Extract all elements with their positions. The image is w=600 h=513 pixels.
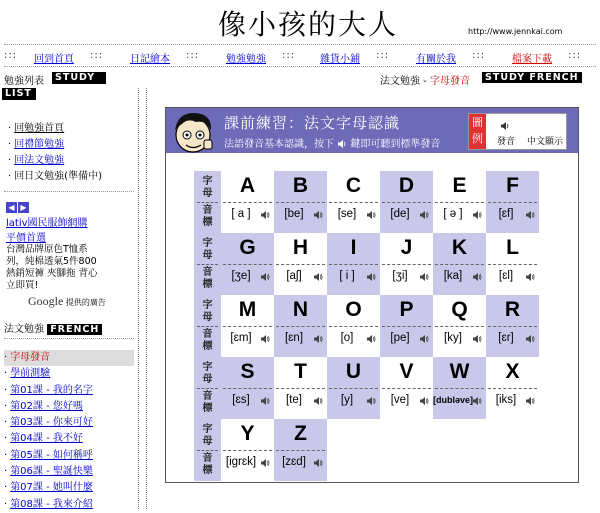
breadcrumb-current: 字母發音: [429, 76, 470, 87]
letter: V: [399, 360, 414, 383]
divider: [223, 202, 272, 203]
letter-cell[interactable]: [380, 295, 433, 357]
divider: [488, 326, 537, 327]
divider: [382, 264, 431, 265]
lesson-banner: [166, 108, 578, 153]
lesson-item[interactable]: [4, 431, 134, 447]
row-label-letter: 字母: [202, 300, 213, 323]
letter-cell[interactable]: [221, 419, 274, 481]
divider: [382, 202, 431, 203]
speaker-icon[interactable]: [525, 272, 535, 282]
letter: N: [292, 298, 309, 321]
top-nav: [0, 50, 600, 64]
letter: C: [345, 174, 362, 197]
letter-cell[interactable]: [274, 295, 327, 357]
lesson-item-text[interactable]: 第07課 - 她叫什麼: [10, 482, 93, 494]
link-japanese: [8, 169, 102, 185]
letter-cell[interactable]: [327, 357, 380, 419]
letter-cell[interactable]: [274, 171, 327, 233]
letter: O: [345, 298, 362, 321]
divider: [4, 44, 596, 45]
nav-separator: :::: [90, 50, 104, 61]
ad-body: 台灣品牌原色T恤系列，純棉透氣5件800熱銷短褲 夾腳拖 背心立即買!: [6, 244, 98, 291]
phonetic: [ɛf]: [498, 208, 514, 220]
study-list-tag-text: STUDY LIST: [55, 72, 96, 94]
lesson-title: 課前練習：法文字母認識: [224, 114, 401, 132]
letter: T: [294, 360, 307, 383]
ad-subtitle[interactable]: 平價首選: [6, 233, 46, 244]
google-logo: Google: [28, 294, 64, 308]
site-header: [0, 0, 600, 42]
lesson-item[interactable]: [4, 448, 134, 464]
divider: [276, 202, 325, 203]
letter-cell[interactable]: [380, 357, 433, 419]
phonetic: [ʒe]: [231, 270, 251, 282]
divider: [329, 264, 378, 265]
lesson-subtitle-b: 鍵即可聽到標準發音: [350, 139, 441, 150]
letter: B: [292, 174, 309, 197]
study-list-label: 勉強列表: [4, 76, 44, 87]
legend-box: [468, 113, 567, 150]
row-label-letter: 字母: [202, 238, 213, 261]
letter-cell[interactable]: [327, 295, 380, 357]
lesson-item-text[interactable]: 字母發音: [10, 352, 51, 363]
nav-home[interactable]: 回到首頁: [34, 54, 74, 65]
nav-separator: :::: [472, 50, 486, 61]
phonetic: [be]: [284, 208, 304, 220]
letter: H: [292, 236, 309, 259]
lesson-subtitle: [224, 135, 440, 150]
divider: [435, 202, 484, 203]
letter-cell[interactable]: [486, 233, 539, 295]
phonetic: [ʒi]: [392, 270, 408, 282]
phonetic: [ɛn]: [284, 332, 304, 344]
ad-block: [6, 202, 134, 309]
letter-cell[interactable]: [433, 171, 486, 233]
nav-separator: :::: [568, 50, 582, 61]
divider: [435, 326, 484, 327]
letter-cell[interactable]: [380, 233, 433, 295]
letter: G: [239, 236, 256, 259]
divider: [197, 326, 218, 327]
study-list-tag: [52, 72, 106, 94]
french-section-label: [4, 320, 102, 335]
divider: [276, 264, 325, 265]
letter-cell[interactable]: [274, 419, 327, 481]
ad-provider-text: 提供的廣告: [65, 298, 106, 307]
nav-download[interactable]: 檔案下載: [512, 54, 552, 65]
lesson-item[interactable]: [4, 383, 134, 399]
letter-cell[interactable]: [433, 233, 486, 295]
nav-separator: :::: [376, 50, 390, 61]
letter: Q: [451, 298, 468, 321]
site-title: 像小孩的大人: [218, 8, 399, 41]
letter: U: [345, 360, 362, 383]
legend-speaker-icon: [500, 121, 510, 131]
link-etiquette[interactable]: [8, 137, 102, 153]
row-label: [194, 233, 221, 295]
speaker-icon[interactable]: [313, 334, 323, 344]
speaker-icon[interactable]: [260, 334, 270, 344]
legend-tag: 圖例: [469, 114, 486, 149]
lesson-item-text[interactable]: 第06課 - 聖誕快樂: [10, 466, 93, 478]
phonetic: [ɛm]: [230, 332, 252, 344]
lesson-panel: [165, 107, 579, 483]
link-study-home-text[interactable]: 回勉強首頁: [14, 123, 65, 134]
speaker-icon[interactable]: [472, 396, 482, 406]
divider: [329, 326, 378, 327]
letter: A: [239, 174, 256, 197]
letter: E: [452, 174, 467, 197]
link-japanese-text: 回日文勉強(準備中): [14, 171, 102, 182]
letter-cell[interactable]: [221, 295, 274, 357]
divider: [197, 202, 218, 203]
cartoon-face-icon: [170, 110, 216, 154]
site-url: http://www.jennkai.com: [468, 27, 563, 36]
nav-shop[interactable]: 雜貨小鋪: [320, 54, 360, 65]
french-section-label-text: 法文勉強: [4, 324, 44, 335]
breadcrumb: [380, 72, 470, 87]
legend-speak-label: 發音: [497, 137, 516, 147]
phonetic: [dubləve]: [433, 395, 474, 405]
lesson-subtitle-a: 法語發音基本認識，按下: [224, 139, 334, 150]
row-label-phonetic: 音標: [202, 205, 213, 228]
row-label: [194, 357, 221, 419]
lesson-item[interactable]: [4, 366, 134, 382]
nav-separator: :::: [282, 50, 296, 61]
lesson-item-text[interactable]: 學前測驗: [10, 368, 51, 380]
speaker-icon[interactable]: [366, 272, 376, 282]
letter: J: [400, 236, 413, 259]
letter: Y: [240, 422, 255, 445]
speaker-icon[interactable]: [260, 272, 270, 282]
phonetic: [se]: [337, 208, 357, 220]
letter-cell[interactable]: [221, 233, 274, 295]
row-label: [194, 295, 221, 357]
speaker-icon[interactable]: [366, 334, 376, 344]
nav-study[interactable]: 勉強勉強: [226, 54, 266, 65]
row-label-letter: 字母: [202, 362, 213, 385]
letter: R: [504, 298, 521, 321]
letter-cell[interactable]: [327, 171, 380, 233]
letter: L: [506, 236, 519, 259]
link-study-home[interactable]: [8, 121, 102, 137]
phonetic: [ɛl]: [498, 270, 514, 282]
letter-cell[interactable]: [327, 233, 380, 295]
letter: S: [240, 360, 255, 383]
lesson-item[interactable]: [4, 464, 134, 480]
phonetic: [ ə ]: [443, 208, 463, 220]
divider: [435, 264, 484, 265]
phonetic: [y]: [340, 394, 354, 406]
lesson-item-text[interactable]: 第03課 - 你來可好: [10, 417, 93, 429]
divider: [276, 388, 325, 389]
letter-cell[interactable]: [380, 171, 433, 233]
breadcrumb-french: 法文勉強: [380, 76, 420, 87]
study-links: [8, 121, 102, 185]
lesson-item-text[interactable]: 第02課 - 您好嗎: [10, 400, 83, 412]
speaker-icon: [337, 139, 347, 149]
phonetic: [zɛd]: [282, 456, 306, 468]
speaker-icon[interactable]: [525, 210, 535, 220]
study-list-tag-wrap: LIST: [2, 88, 36, 100]
phonetic: [te]: [286, 394, 302, 406]
phonetic: [aʃ]: [286, 270, 302, 282]
legend-chinese-label: 中文顯示: [527, 137, 564, 147]
divider: [197, 450, 218, 451]
letter-cell[interactable]: [274, 357, 327, 419]
letter-cell[interactable]: [486, 295, 539, 357]
speaker-icon[interactable]: [525, 396, 535, 406]
divider: [4, 66, 596, 67]
lesson-item-text[interactable]: 第08課 - 我來介紹: [10, 498, 93, 510]
phonetic: [ a ]: [231, 208, 251, 220]
letter: D: [398, 174, 415, 197]
divider: [276, 326, 325, 327]
divider: [197, 388, 218, 389]
letter-cell[interactable]: [433, 295, 486, 357]
lesson-item-text[interactable]: 第05課 - 如何稱呼: [10, 449, 93, 461]
letter: W: [449, 360, 470, 383]
letter-cell[interactable]: [221, 357, 274, 419]
study-french-tag: STUDY FRENCH: [482, 72, 582, 83]
speaker-icon[interactable]: [419, 272, 429, 282]
divider: [197, 264, 218, 265]
speaker-icon[interactable]: [313, 210, 323, 220]
row-label-phonetic: 音標: [202, 453, 213, 476]
phonetic: [igrɛk]: [225, 456, 257, 468]
divider: [223, 388, 272, 389]
speaker-icon[interactable]: [313, 272, 323, 282]
row-label-phonetic: 音標: [202, 329, 213, 352]
speaker-icon[interactable]: [313, 458, 323, 468]
phonetic: [ɛr]: [498, 332, 514, 344]
letter-cell[interactable]: [486, 171, 539, 233]
divider: [488, 388, 537, 389]
divider: [382, 388, 431, 389]
lesson-item-active[interactable]: [4, 350, 134, 366]
letter-cell[interactable]: [274, 233, 327, 295]
phonetic: [pe]: [390, 332, 410, 344]
letter-cell[interactable]: [221, 171, 274, 233]
breadcrumb-separator: -: [420, 76, 430, 87]
divider: [4, 191, 134, 192]
speaker-icon[interactable]: [260, 396, 270, 406]
speaker-icon[interactable]: [472, 272, 482, 282]
nav-about[interactable]: 有關於我: [416, 54, 456, 65]
row-label-letter: 字母: [202, 424, 213, 447]
phonetic: [iks]: [495, 394, 517, 406]
link-etiquette-text[interactable]: 回禮節勉強: [14, 139, 65, 150]
speaker-icon[interactable]: [419, 210, 429, 220]
ad-next-arrow-icon[interactable]: ▶: [18, 202, 29, 213]
lesson-item-text[interactable]: 第04課 - 我不好: [10, 433, 83, 445]
speaker-icon[interactable]: [472, 210, 482, 220]
divider: [223, 450, 272, 451]
ad-title[interactable]: lativ國民服飾網購: [6, 218, 88, 229]
letter: P: [399, 298, 414, 321]
divider: [223, 326, 272, 327]
link-french[interactable]: [8, 153, 102, 169]
divider: [329, 388, 378, 389]
letter: Z: [294, 422, 307, 445]
divider: [223, 264, 272, 265]
row-label-phonetic: 音標: [202, 391, 213, 414]
lesson-item-text[interactable]: 第01課 - 我的名字: [10, 384, 93, 396]
lesson-item[interactable]: [4, 415, 134, 431]
ad-prev-arrow-icon[interactable]: ◀: [6, 202, 17, 213]
letter: F: [506, 174, 519, 197]
letter: M: [238, 298, 257, 321]
nav-diary[interactable]: 日記繪本: [130, 54, 170, 65]
divider: [382, 326, 431, 327]
letter-cell[interactable]: [433, 357, 486, 419]
row-label-phonetic: 音標: [202, 267, 213, 290]
phonetic: [ky]: [444, 332, 462, 344]
divider: [329, 202, 378, 203]
lesson-list: [4, 350, 134, 513]
section-header-bar: [0, 72, 600, 94]
speaker-icon[interactable]: [313, 396, 323, 406]
speaker-icon[interactable]: [260, 458, 270, 468]
row-label: [194, 171, 221, 233]
speaker-icon[interactable]: [472, 334, 482, 344]
speaker-icon[interactable]: [260, 210, 270, 220]
divider: [435, 388, 484, 389]
letter: X: [505, 360, 520, 383]
speaker-icon[interactable]: [366, 396, 376, 406]
lesson-item[interactable]: [4, 399, 134, 415]
row-label-letter: 字母: [202, 176, 213, 199]
divider: [4, 338, 134, 339]
phonetic: [ka]: [443, 270, 463, 282]
divider: [276, 450, 325, 451]
link-french-text[interactable]: 回法文勉強: [14, 155, 65, 166]
nav-separator: :::: [186, 50, 200, 61]
phonetic: [ve]: [390, 394, 410, 406]
nav-separator: :::: [4, 50, 18, 61]
lesson-item[interactable]: [4, 480, 134, 496]
column-divider: [146, 88, 147, 509]
speaker-icon[interactable]: [366, 210, 376, 220]
letter: K: [451, 236, 468, 259]
column-divider: [138, 88, 139, 509]
letter-cell[interactable]: [486, 357, 539, 419]
divider: [488, 264, 537, 265]
french-tag: FRENCH: [47, 324, 102, 335]
divider: [488, 202, 537, 203]
phonetic: [ i ]: [339, 270, 355, 282]
phonetic: [de]: [390, 208, 410, 220]
letter: I: [350, 236, 357, 259]
row-label: [194, 419, 221, 481]
speaker-icon[interactable]: [525, 334, 535, 344]
speaker-icon[interactable]: [419, 396, 429, 406]
lesson-item[interactable]: [4, 497, 134, 513]
phonetic: [ɛs]: [232, 394, 250, 406]
speaker-icon[interactable]: [419, 334, 429, 344]
phonetic: [o]: [340, 332, 354, 344]
